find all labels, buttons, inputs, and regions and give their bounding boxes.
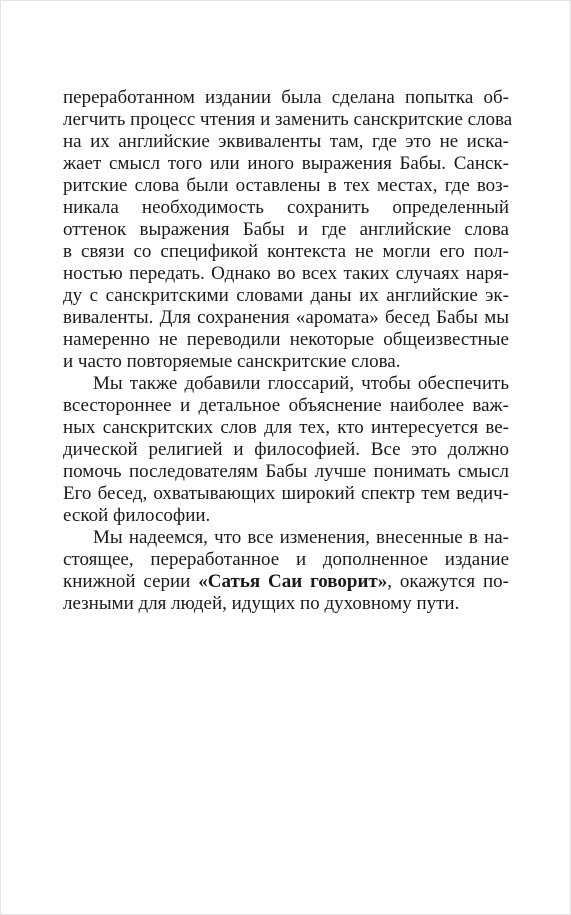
text-line: ных санскритских слов для тех, кто интересуется ве- [63, 417, 509, 438]
text-line: намеренно не переводили некоторые общеизвестные [63, 329, 509, 350]
book-series-title: «Сатья Саи говорит» [198, 571, 388, 592]
text-line: и часто повторяемые санскритские слова. [63, 351, 401, 372]
text-line: ностью передать. Однако во всех таких случаях наря- [63, 263, 509, 284]
body-text [63, 87, 513, 615]
text-line: дической религией и философией. Все это должно [63, 439, 509, 460]
text-segment: книжной серии [63, 571, 199, 592]
text-line: на их английские эквиваленты там, где это не иска- [63, 131, 509, 152]
paragraph-1 [63, 87, 513, 373]
text-line: в связи со спецификой контекста не могли его пол- [63, 241, 509, 262]
paragraph-3 [63, 527, 509, 615]
text-line: стоящее, переработанное и дополненное издание [63, 549, 509, 570]
text-line: оттенок выражения Бабы и где английские слова [63, 219, 509, 240]
text-line: легчить процесс чтения и заменить санскритские слова [63, 109, 513, 130]
text-line: еской философии. [63, 505, 211, 526]
text-line: виваленты. Для сохранения «аромата» бесед Бабы мы [63, 307, 509, 328]
text-line: лезными для людей, идущих по духовному пути. [63, 593, 460, 614]
text-line: Его бесед, охватывающих широкий спектр тем ведич- [63, 483, 509, 504]
text-line: помочь последователям Бабы лучше понимать смысл [63, 461, 509, 482]
text-line: ритские слова были оставлены в тех местах, где воз- [63, 175, 509, 196]
text-line: Мы также добавили глоссарий, чтобы обеспечить [93, 373, 509, 394]
text-line: Мы надеемся, что все изменения, внесенные в на- [93, 527, 509, 548]
text-line-with-series-title [63, 571, 509, 593]
text-segment: , окажутся по- [387, 571, 509, 592]
text-line: всестороннее и детальное объяснение наиболее важ- [63, 395, 509, 416]
text-line: никала необходимость сохранить определенный [63, 197, 509, 218]
text-line: переработанном издании была сделана попытка об- [63, 87, 509, 108]
paragraph-2 [63, 373, 509, 527]
text-line: жает смысл того или иного выражения Бабы. Санск- [63, 153, 509, 174]
text-line: ду с санскритскими словами даны их английские эк- [63, 285, 509, 306]
